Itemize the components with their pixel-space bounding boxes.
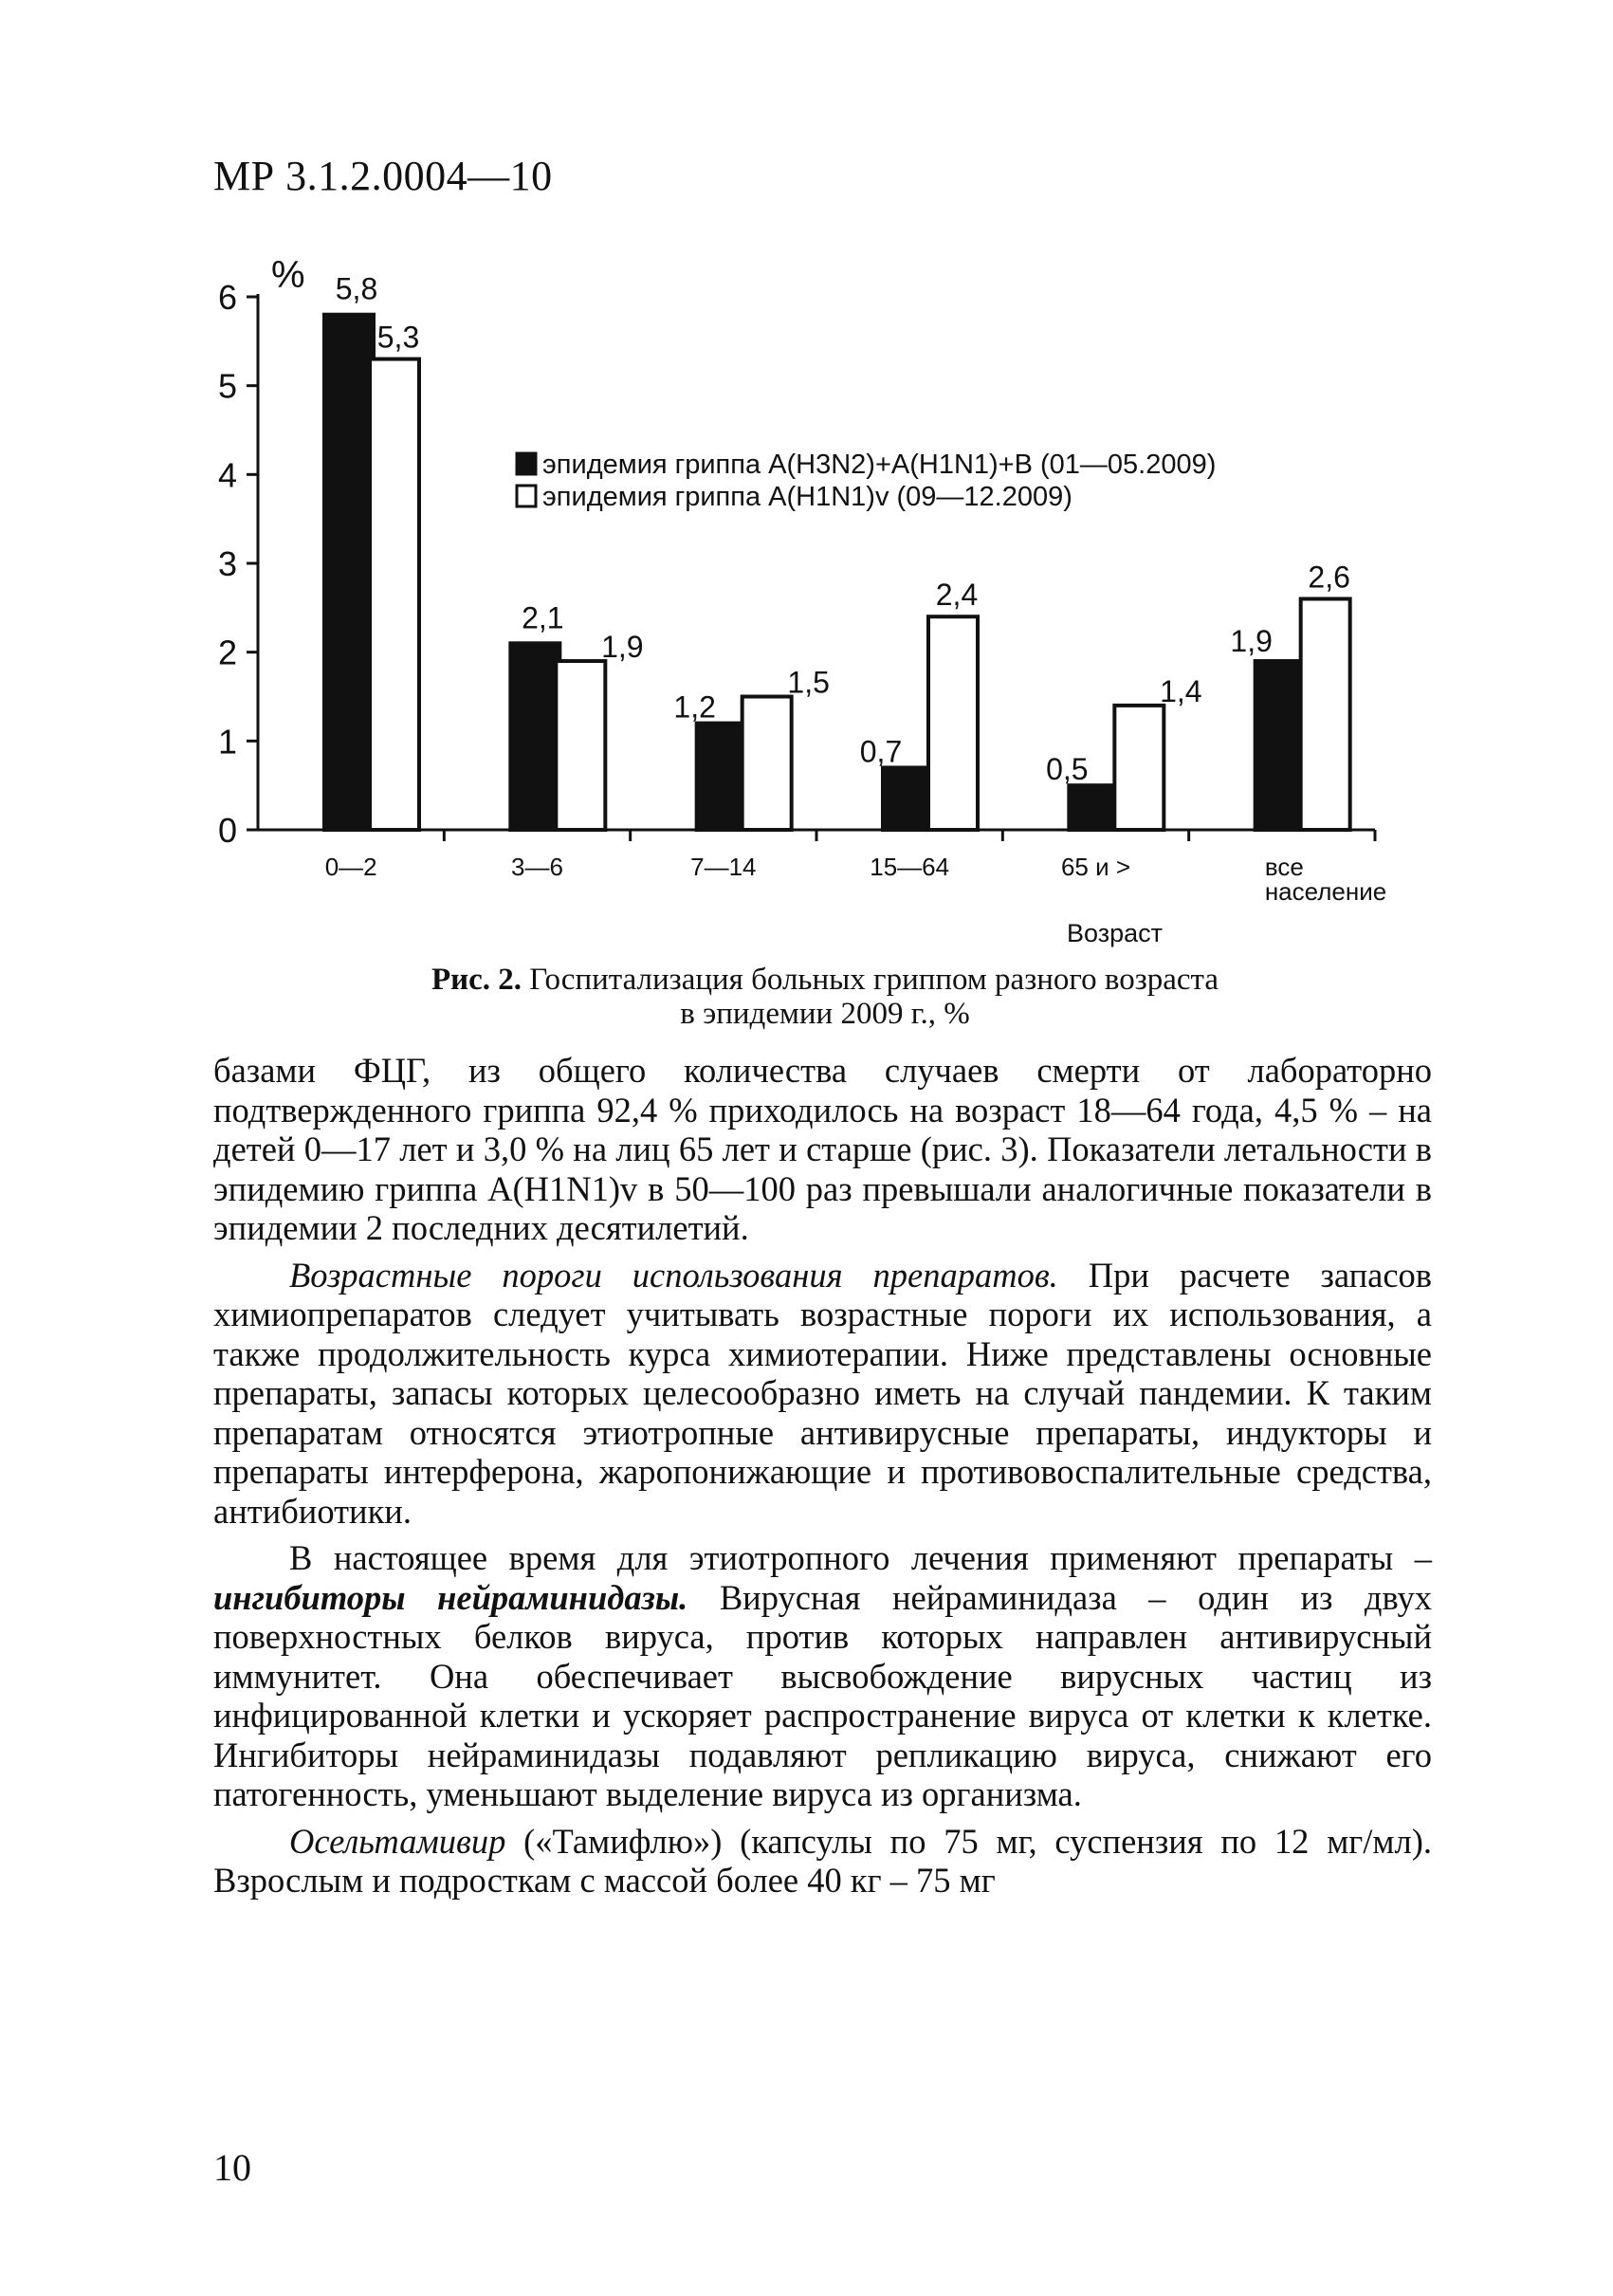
x-axis-title: Возраст [1067,919,1163,947]
bar-series-1 [1069,785,1118,830]
bar-value-label: 1,2 [673,689,716,725]
document-code-header: МР 3.1.2.0004—10 [213,153,553,199]
bar-series-1 [697,724,746,830]
x-category-label: 65 и > [1060,853,1131,881]
y-tick-label: 5 [217,366,237,406]
bar-value-label: 5,8 [335,271,378,306]
bar-series-2 [742,697,792,831]
bar-series-2 [370,359,419,830]
y-tick-label: 2 [217,633,237,672]
hospitalization-bar-chart [180,218,1441,967]
bar-value-label: 1,9 [1230,624,1273,659]
paragraph-2-heading: Возрастные пороги использования препаратов. [289,1255,1058,1295]
figure-caption-line2: в эпидемии 2009 г., % [680,997,970,1031]
y-tick-label: 0 [217,811,237,850]
figure-caption-line1: Госпитализация больных гриппом разного возраста [529,963,1219,997]
bar-series-1 [1256,661,1305,830]
bar-value-label: 5,3 [376,320,420,355]
bar-value-label: 2,4 [935,578,979,613]
paragraph-1: базами ФЦГ, из общего количества случаев смерти от лабораторно подтвержденного гриппа 92,4 % приходилось на возраст 18—64 года, 4,5 % – на детей 0—17 лет и 3,0 % на лиц 65 лет и старше (рис. 3). Показатели летальности в эпидемию гриппа A(H1N1)v в 50—100 раз превышали аналогичные показатели в эпидемии 2 последних десятилетий. [213,1051,1432,1247]
y-tick-label: 4 [217,455,237,495]
bar-value-label: 0,5 [1046,752,1089,787]
paragraph-2 [213,1256,1432,1532]
bar-series-2 [1301,598,1350,830]
legend-label: эпидемия гриппа A(H1N1)v (09—12.2009) [542,482,1072,512]
paragraph-3-start: В настоящее время для этиотропного лечения применяют препараты – [289,1538,1432,1577]
y-tick-label: 6 [217,278,237,317]
bar-value-label: 2,1 [522,600,564,635]
figure-label: Рис. 2. [431,963,522,997]
paragraph-3-text: Вирусная нейраминидаза – один из двух поверхностных белков вируса, против которых направлен антивирусный иммунитет. Она обеспечивает высвобождение вирусных частиц из инфицированной клетки и ускоряет распространение вируса от клетки к клетке. Ингибиторы нейраминидазы подавляют репликацию вируса, снижают его патогенность, уменьшают выделение вируса из организма. [213,1577,1432,1813]
bar-series-1 [324,315,374,830]
paragraph-4-drug-name: Осельтамивир [289,1821,506,1861]
bar-series-1 [510,643,559,830]
paragraph-3-term: ингибиторы нейраминидазы. [213,1577,688,1617]
bar-series-2 [1114,706,1164,830]
chart-bars [324,272,1350,830]
paragraph-3 [213,1538,1432,1814]
bar-series-2 [928,616,978,830]
x-category-label: 7—14 [690,853,757,881]
bar-value-label: 0,7 [859,734,903,769]
paragraph-4 [213,1822,1432,1901]
body-text [213,1051,1432,1908]
paragraph-4-text: («Тамифлю») (капсулы по 75 мг, суспензия по 12 мг/мл). Взрослым и подросткам с массой более 40 кг – 75 мг [213,1821,1432,1900]
bar-value-label: 1,9 [601,630,644,665]
x-category-label [1265,853,1386,906]
x-category-label-line: население [1264,877,1387,906]
bar-series-2 [556,661,605,830]
y-unit-label: % [271,254,305,296]
bar-value-label: 1,5 [787,665,830,700]
bar-value-label: 1,4 [1160,673,1202,708]
x-category-label: 3—6 [511,853,563,881]
x-category-label: 15—64 [870,853,950,881]
x-category-label-line: все [1264,853,1304,881]
y-tick-label: 1 [217,722,237,762]
y-tick-label: 3 [217,544,237,583]
legend-label: эпидемия гриппа A(H3N2)+A(H1N1)+B (01—05.2009) [542,450,1217,480]
page-number: 10 [213,2146,251,2189]
bar-series-1 [883,767,932,830]
x-category-label: 0—2 [324,853,377,881]
figure-caption [213,963,1437,1031]
legend-swatch-filled [517,453,536,474]
chart-legend [517,450,1216,512]
legend-swatch-empty [517,486,536,506]
bar-value-label: 2,6 [1308,560,1350,595]
paragraph-2-text: При расчете запасов химиопрепаратов следует учитывать возрастные пороги их использования, а также продолжительность курса химиотерапии. Ниже представлены основные препараты, запасы которых целесообразно иметь на случай пандемии. К таким препаратам относятся этиотропные антивирусные препараты, индукторы и препараты интерферона, жаропонижающие и противовоспалительные средства, антибиотики. [213,1255,1433,1531]
